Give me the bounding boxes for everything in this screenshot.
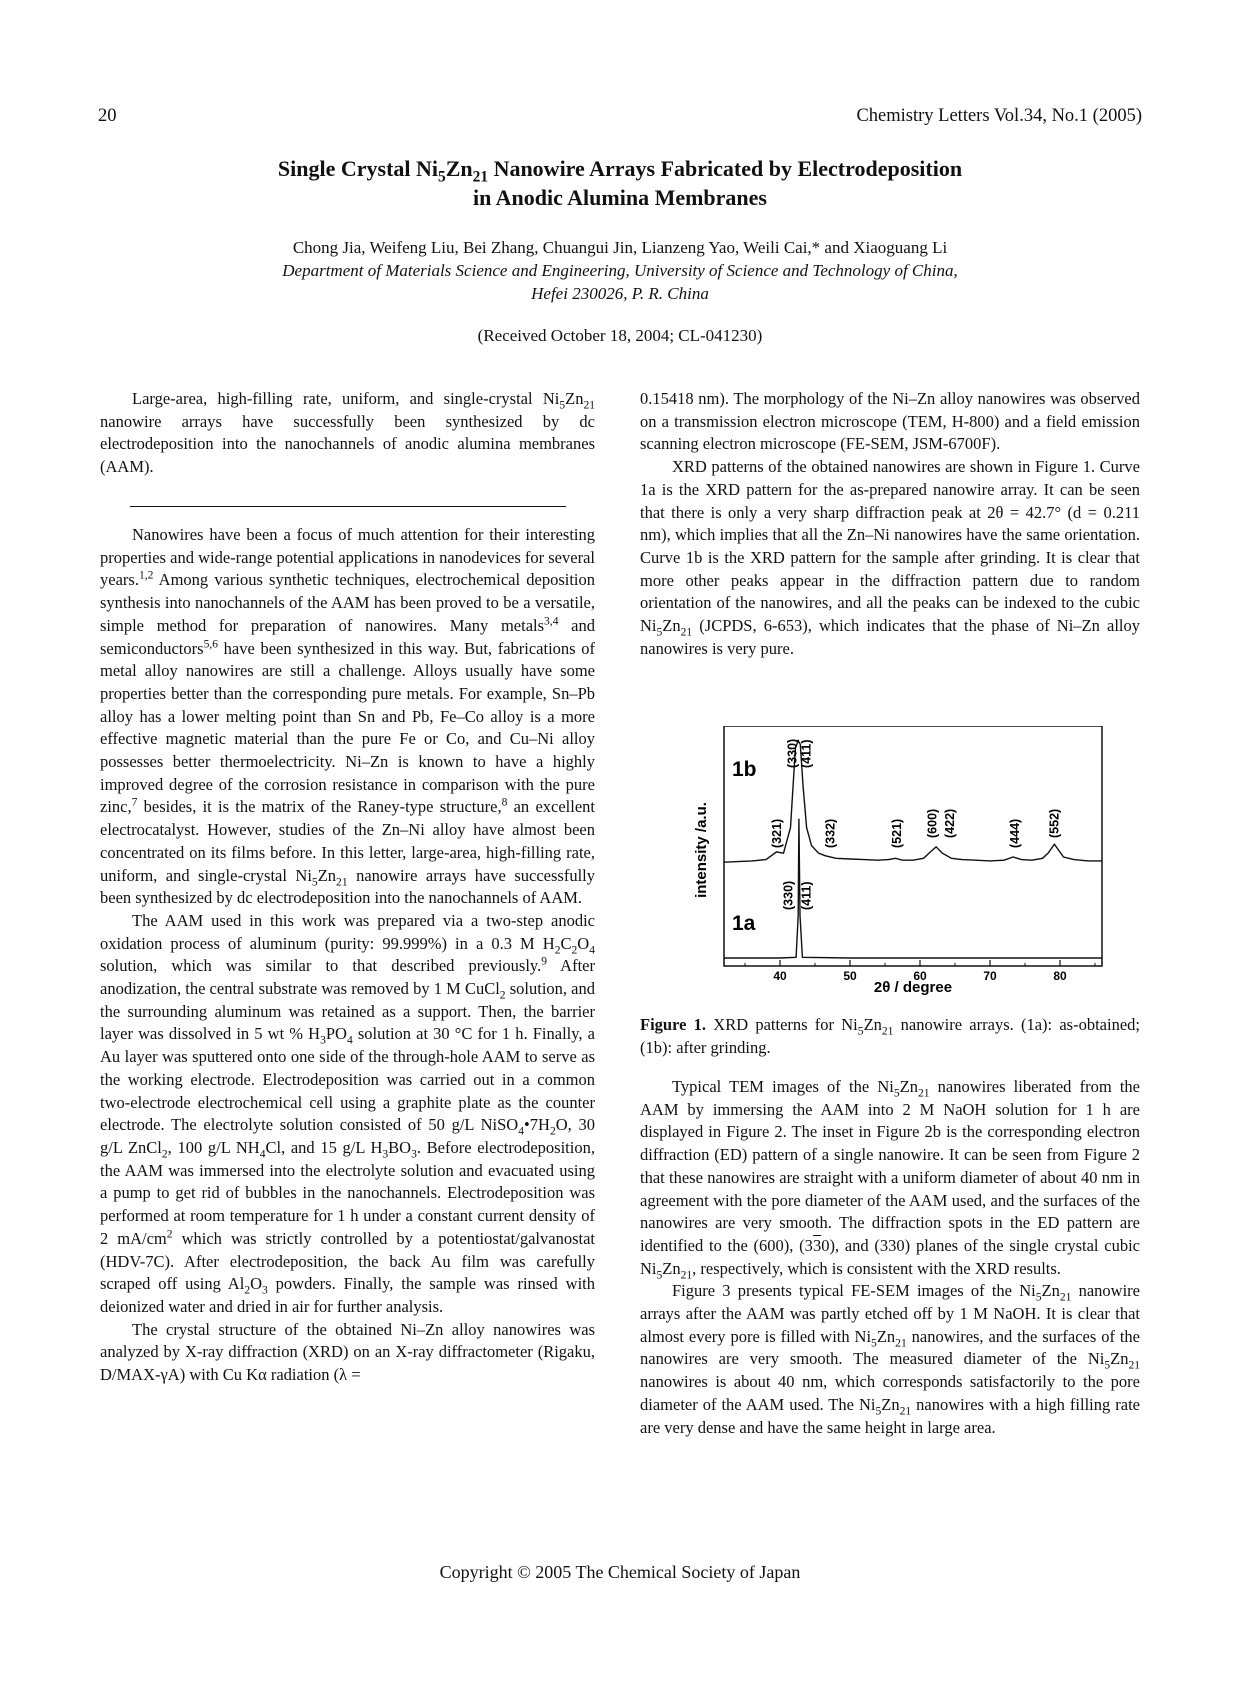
xrd-figure [686, 726, 1116, 996]
peak-label-1b: (330) [785, 738, 800, 768]
peak-label-1b: (411) [799, 739, 814, 768]
body-left-column [100, 524, 595, 1387]
abstract: Large-area, high-filling rate, uniform, and single-crystal $Ni_5Zn_{21}$ nanowire arrays have successfully been synthesized by dc electrodeposition into the nanochannels of anodic alumina membranes (AAM). [100, 389, 595, 477]
peak-label-1b: (422) [943, 808, 958, 838]
paragraph-intro: Nanowires have been a focus of much attention for their interesting properties and wide-range potential applications in nanodevices for several years.$^{1,2}$ Among various synthetic techniques, electrochemical deposition synthesis into nanochannels of the AAM has been proved to be a versatile, simple method for preparation of nanowires. Many metals$^{3,4}$ and semiconductors$^{5,6}$ have been synthesized in this way. But, fabrications of metal alloy nanowires are still a challenge. Alloys usually have some properties better than the corresponding pure metals. For example, Sn–Pb alloy has a lower melting point than Sn and Pb, Fe–Co alloy is a more effective magnetic material than the pure Fe or Co, and Cu–Ni alloy possesses better thermoelectricity. Ni–Zn is known to have a highly improved degree of the corrosion resistance in comparison with the pure zinc,$^7$ besides, it is the matrix of the Raney-type structure,$^8$ an excellent electrocatalyst. However, studies of the Zn–Ni alloy have almost been concentrated on its films before. In this letter, large-area, high-filling rate, uniform, and single-crystal $Ni_5Zn_{21}$ nanowire arrays have successfully been synthesized by dc electrodeposition into the nanochannels of AAM. [100, 525, 595, 908]
journal-header: Chemistry Letters Vol.34, No.1 (2005) [856, 106, 1142, 126]
paragraph-xrd-results: XRD patterns of the obtained nanowires are shown in Figure 1. Curve 1a is the XRD pattern for the as-prepared nanowire array. It can be seen that there is only a very sharp diffraction peak at 2θ = 42.7° (d = 0.211 nm), which implies that all the Zn–Ni nanowires have the same orientation. Curve 1b is the XRD pattern for the sample after grinding. It is clear that more other peaks appear in the diffraction pattern due to random orientation of the nanowires, and all the peaks can be indexed to the cubic $Ni_5Zn_{21}$ (JCPDS, 6-653), which indicates that the phase of Ni–Zn alloy nanowires is very pure. [640, 457, 1140, 658]
peak-label-1b: (552) [1047, 808, 1062, 838]
paragraph-xrd-method-cont: 0.15418 nm). The morphology of the Ni–Zn alloy nanowires was observed on a transmission electron microscope (TEM, H-800) and a field emission scanning electron microscope (FE-SEM, JSM-6700F). [640, 389, 1140, 454]
series-label-1b: 1b [732, 758, 757, 781]
body-right-column-bottom [640, 1076, 1140, 1439]
peak-label-1b: (444) [1008, 818, 1023, 848]
x-tick-label: 50 [843, 969, 857, 983]
peak-label-1a: (411) [799, 881, 814, 910]
x-tick-label: 80 [1053, 969, 1067, 983]
peak-label-1b: (321) [770, 818, 785, 848]
x-axis-label: 2θ / degree [873, 979, 953, 996]
peak-label-1b: (600) [925, 808, 940, 838]
peak-label-1b: (521) [889, 818, 904, 848]
x-tick-label: 40 [773, 969, 787, 983]
peak-label-1a: (330) [781, 880, 796, 910]
authors: Chong Jia, Weifeng Liu, Bei Zhang, Chuangui Jin, Lianzeng Yao, Weili Cai,* and Xiaoguang Li [292, 238, 948, 257]
x-tick-label: 70 [983, 969, 997, 983]
affiliation: Department of Materials Science and Engineering, University of Science and Technology of China, Hefei 230026, P. R. China [282, 261, 958, 303]
page-number: 20 [98, 106, 117, 126]
paragraph-sem: Figure 3 presents typical FE-SEM images of the $Ni_5Zn_{21}$ nanowire arrays after the AAM was partly etched off by 1 M NaOH. It is clear that almost every pore is filled with $Ni_5Zn_{21}$ nanowires, and the surfaces of the nanowires are very smooth. The measured diameter of the $Ni_5Zn_{21}$ nanowires is about 40 nm, which corresponds satisfactorily to the pore diameter of the AAM used. The $Ni_5Zn_{21}$ nanowires with a high filling rate are very dense and have the same height in large area. [640, 1281, 1141, 1437]
article-title: Single Crystal $Ni_5Zn_{21}$ Nanowire Arrays Fabricated by Electrodeposition in Anodic Alumina Membranes [277, 156, 963, 210]
paragraph-tem: Typical TEM images of the $Ni_5Zn_{21}$ nanowires liberated from the AAM by immersing the AAM into 2 M NaOH solution for 1 h are displayed in Figure 2. The inset in Figure 2b is the corresponding electron diffraction (ED) pattern of a single nanowire. It can be seen from Figure 2 that these nanowires are straight with a uniform diameter of about 40 nm in agreement with the pore diameter of the AAM used, and the surfaces of the nanowires are very smooth. The diffraction spots in the ED pattern are identified to the (600), (330), and (330) planes of the single crystal cubic $Ni_5Zn_{21}$, respectively, which is consistent with the XRD results. [640, 1077, 1140, 1281]
paragraph-methods: The AAM used in this work was prepared via a two-step anodic oxidation process of aluminum (purity: 99.999%) in a 0.3 M $H_2C_2O_4$ solution, which was similar to that described previously.$^9$ After anodization, the central substrate was removed by 1 M CuCl$_2$ solution, and the surrounding aluminum was retained as a support. Then, the barrier layer was dissolved in 5 wt % $H_3PO_4$ solution at 30 °C for 1 h. Finally, a Au layer was sputtered onto one side of the through-hole AAM to serve as the working electrode. Electrodeposition was carried out in a common two-electrode electrochemical cell using a graphite plate as the counter electrode. The electrolyte solution consisted of 50 g/L $NiSO_4•7H_2O$, 30 g/L ZnCl$_2$, 100 g/L $NH_4Cl$, and 15 g/L $H_3BO_3$. Before electrodeposition, the AAM was immersed into the electrolyte solution and evacuated using a pump to get rid of bubbles in the nanochannels. Electrodeposition was performed at room temperature for 1 h under a constant current density of 2 $mA/cm^2$ which was strictly controlled by a potentiostat/galvanostat (HDV-7C). After electrodeposition, the back Au film was carefully scraped off using $Al_2O_3$ powders. Finally, the sample was rinsed with deionized water and dried in air for further analysis. [100, 910, 596, 1316]
copyright-footer: Copyright © 2005 The Chemical Society of Japan [439, 1562, 801, 1582]
paragraph-xrd-method: The crystal structure of the obtained Ni–Zn alloy nanowires was analyzed by X-ray diffraction (XRD) on an X-ray diffractometer (Rigaku, D/MAX-γA) with Cu Kα radiation (λ = [100, 1319, 595, 1385]
figure-caption: Figure 1. XRD patterns for $Ni_5Zn_{21}$ nanowire arrays. (1a): as-obtained; (1b): after grinding. [640, 1015, 1140, 1057]
series-label-1a: 1a [732, 912, 756, 935]
peak-label-1b: (332) [823, 818, 838, 848]
body-right-column-top [640, 388, 1140, 660]
x-tick-label: 60 [913, 969, 927, 983]
y-axis-label: intensity /a.u. [693, 802, 710, 898]
abstract-divider [130, 506, 566, 507]
received-date: (Received October 18, 2004; CL-041230) [477, 326, 763, 345]
